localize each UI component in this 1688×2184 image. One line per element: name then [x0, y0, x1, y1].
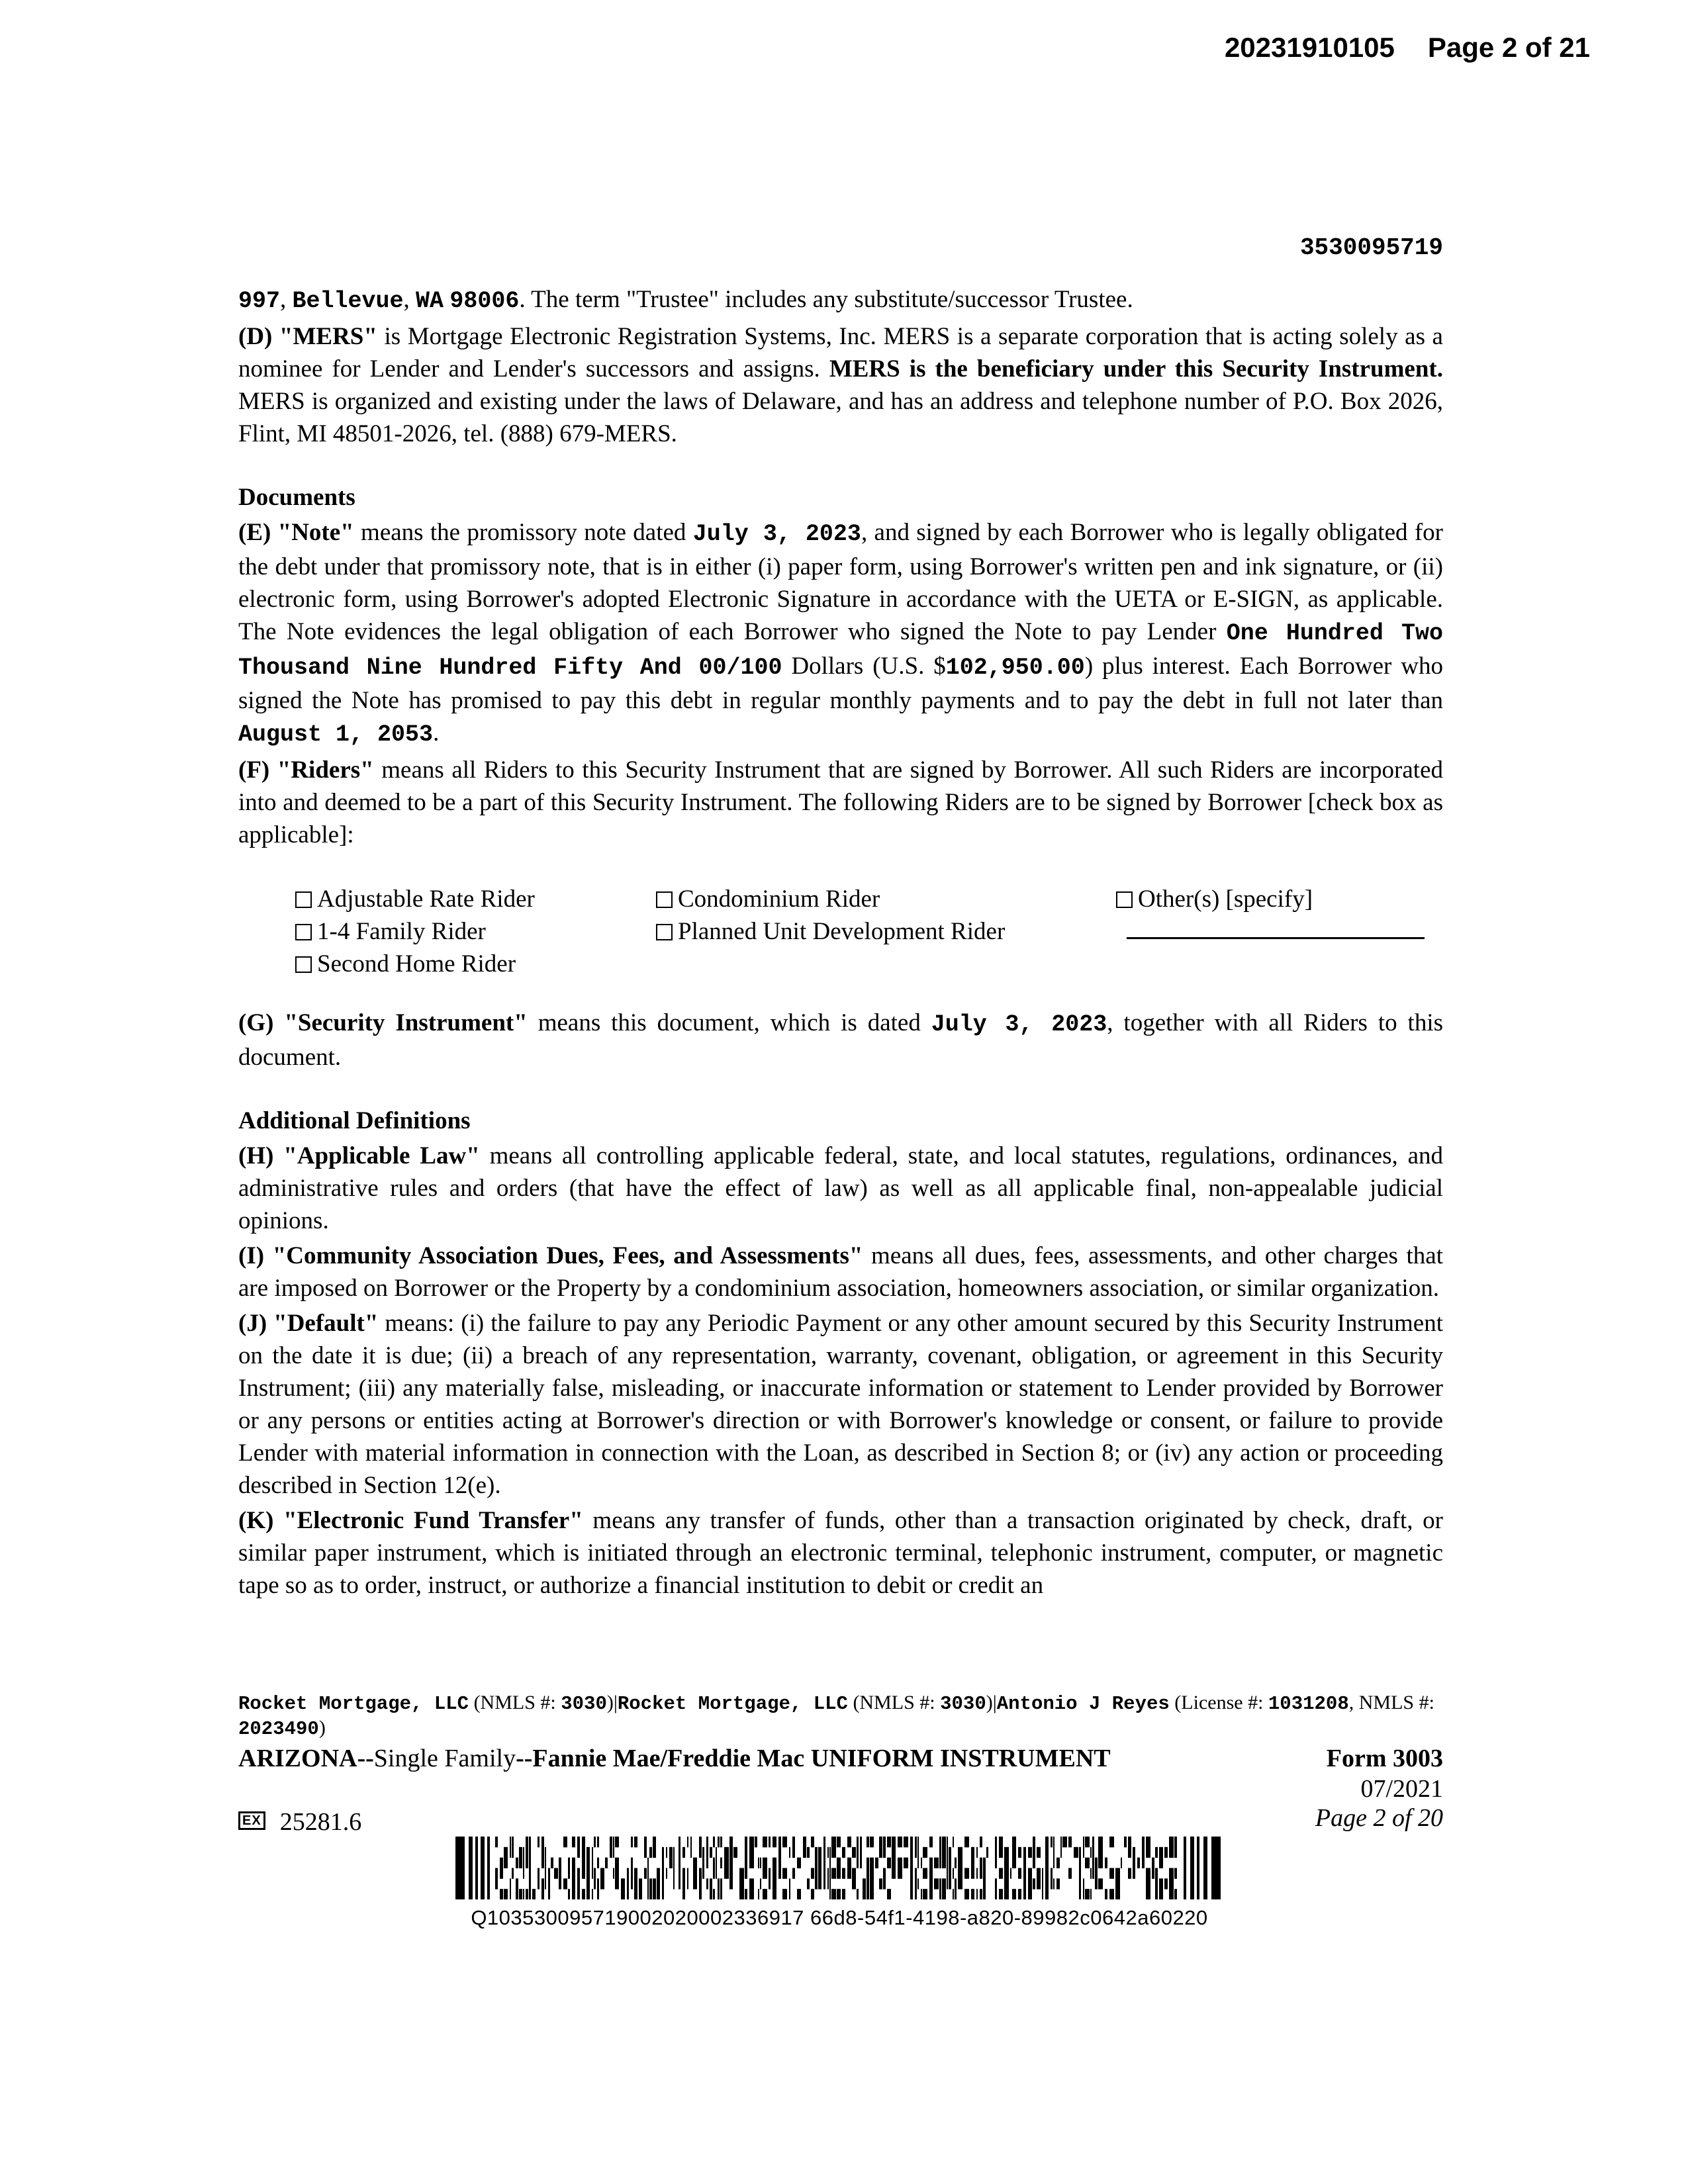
rider-label: 1-4 Family Rider: [317, 918, 486, 945]
family-type: Single Family: [373, 1745, 516, 1772]
rider-1-4-family[interactable]: [295, 915, 656, 948]
state-name: ARIZONA: [238, 1745, 357, 1772]
community-association-label: (I) "Community Association Dues, Fees, and Assessments": [238, 1242, 863, 1269]
rider-label: Planned Unit Development Rider: [678, 918, 1006, 945]
trustee-text: . The term "Trustee" includes any substitute/successor Trustee.: [519, 286, 1133, 313]
note-text-2: , and signed by each Borrower who is legally obligated for the debt under that promissory note, that is in either (i) paper form, using Borrower's written pen and ink signature, or (ii) electronic form, using Borrower's adopted Electronic Signature in accordance with the UETA or E-SIGN, as applicable. The Note evidences the legal obligation of each Borrower who signed the Note to pay Lender: [238, 519, 1443, 645]
separator: )|: [606, 1692, 618, 1713]
lender-name: Rocket Mortgage, LLC: [238, 1693, 469, 1715]
rider-other-specify-line[interactable]: [1116, 915, 1500, 948]
lender-nmls: 3030: [561, 1693, 607, 1715]
note-text-3: Dollars (U.S. $: [782, 653, 946, 680]
applicable-law-label: (H) "Applicable Law": [238, 1142, 480, 1169]
note-label: (E) "Note": [238, 519, 354, 546]
documents-heading: Documents: [238, 484, 355, 511]
default-definition: [238, 1307, 1443, 1502]
note-definition: [238, 516, 1443, 751]
community-association-definition: [238, 1240, 1443, 1304]
rider-pud[interactable]: [656, 915, 1116, 948]
rider-label: Adjustable Rate Rider: [317, 886, 535, 913]
applicable-law-definition: [238, 1140, 1443, 1237]
trustee-city: Bellevue: [292, 288, 404, 314]
note-text-5: .: [433, 719, 440, 747]
rider-checkbox[interactable]: [295, 891, 312, 908]
mers-definition: [238, 320, 1443, 450]
other-specify-blank[interactable]: [1127, 923, 1425, 939]
form-info-row: [238, 1773, 1443, 1837]
rider-checkbox[interactable]: [295, 956, 312, 973]
instrument-name: --Fannie Mae/Freddie Mac UNIFORM INSTRUMENT: [516, 1745, 1111, 1772]
originator-license: 1031208: [1268, 1693, 1349, 1715]
default-label: (J) "Default": [238, 1310, 379, 1337]
recording-page-ref: Page 2 of 21: [1427, 32, 1590, 63]
riders-definition: [238, 754, 1443, 851]
form-number: Form 3003: [1326, 1745, 1443, 1772]
loan-number: 3530095719: [1299, 234, 1443, 261]
originator-nmls: 2023490: [238, 1718, 319, 1740]
recording-header: [1225, 32, 1590, 64]
eft-text: means any transfer of funds, other than a transaction originated by check, draft, or similar paper instrument, which is initiated through an electronic terminal, telephonic instrument, computer, or magnetic tape so as to order, instruct, or authorize a financial institution to debit or credit an: [238, 1507, 1444, 1599]
rider-label: Second Home Rider: [317, 950, 516, 978]
nmls-label: , NMLS #:: [1348, 1692, 1434, 1713]
security-instrument-definition: [238, 1007, 1443, 1073]
note-date: July 3, 2023: [692, 521, 861, 547]
rider-adjustable-rate[interactable]: [295, 883, 656, 915]
riders-checklist: [295, 883, 1443, 980]
riders-text: means all Riders to this Security Instrument that are signed by Borrower. All such Riders are incorporated into and deemed to be a part of this Security Instrument. The following Riders are to be signed by Borrower [check box as applicable]:: [238, 756, 1443, 848]
rider-other[interactable]: [1116, 883, 1500, 915]
form-version-block: [1315, 1773, 1443, 1837]
mers-address-text: MERS is organized and existing under the laws of Delaware, and has an address and telephone number of P.O. Box 2026, Flint, MI 48501-2026, tel. (888) 679-MERS.: [238, 388, 1443, 447]
note-text-1: means the promissory note dated: [353, 519, 693, 546]
security-instrument-text-2: , together with all Riders to this document.: [238, 1009, 1444, 1071]
default-text: means: (i) the failure to pay any Periodic Payment or any other amount secured by this Security Instrument on the date it is due; (ii) a breach of any representation, warranty, covenant, obligation, or agreement in this Security Instrument; (iii) any materially false, misleading, or inaccurate information or statement to Lender provided by Borrower or any persons or entities acting at Borrower's direction or with Borrower's knowledge or consent, or failure to provide Lender with material information in connection with the Loan, as described in Section 8; or (iv) any action or proceeding described in Section 12(e).: [238, 1310, 1444, 1499]
mers-text: is Mortgage Electronic Registration Systems, Inc. MERS is a separate corporation that is acting solely as a nominee for Lender and Lender's successors and assigns.: [238, 323, 1443, 383]
separator: )|: [986, 1692, 997, 1713]
nmls-label: (NMLS #:: [847, 1692, 941, 1713]
rider-label: Other(s) [specify]: [1138, 886, 1313, 913]
rider-second-home[interactable]: [295, 948, 656, 980]
mers-label: (D) "MERS": [238, 323, 377, 350]
rider-condominium[interactable]: [656, 883, 1116, 915]
barcode-text: Q103530095719002020002336917 66d8-54f1-4198-a820-89982c0642a60220: [471, 1906, 1208, 1929]
security-instrument-text-1: means this document, which is dated: [527, 1009, 931, 1036]
close-paren: ): [318, 1717, 326, 1739]
page-footer: [238, 1691, 1443, 1837]
rider-checkbox[interactable]: [1116, 891, 1133, 908]
trustee-paragraph: 997, Bellevue, WA 98006. The term "Trustee" includes any substitute/successor Trustee.: [238, 286, 1133, 314]
form-number-block: [1327, 1744, 1443, 1773]
recording-number: 20231910105: [1224, 32, 1395, 63]
page-number: Page 2 of 20: [1315, 1804, 1443, 1832]
instrument-title: [238, 1744, 1111, 1773]
nmls-label: (NMLS #:: [469, 1692, 561, 1713]
note-amount-words: One Hundred Two Thousand Nine Hundred Fifty And 00/100: [238, 620, 1443, 681]
eft-label: (K) "Electronic Fund Transfer": [238, 1507, 583, 1534]
form-date: 07/2021: [1360, 1775, 1443, 1803]
rider-checkbox[interactable]: [656, 924, 673, 940]
trustee-state: WA: [416, 288, 444, 314]
lender-nmls-2: 3030: [940, 1693, 986, 1715]
rider-label: Condominium Rider: [678, 886, 880, 913]
applicable-law-text: means all controlling applicable federal, state, and local statutes, regulations, ordinances, and administrative rules and orders (that have the effect of law) as well as all applicable final, non-appealable judicial opinions.: [238, 1142, 1443, 1234]
additional-definitions-heading: Additional Definitions: [238, 1107, 471, 1134]
eft-definition: [238, 1504, 1443, 1602]
instrument-title-row: [238, 1744, 1443, 1773]
trustee-zip: 98006: [449, 288, 520, 314]
dash: --: [357, 1745, 374, 1772]
riders-label: (F) "Riders": [238, 756, 374, 784]
lender-attribution: [238, 1691, 1443, 1741]
form-code-block: [238, 1773, 361, 1837]
community-association-text: means all dues, fees, assessments, and other charges that are imposed on Borrower or the Property by a condominium association, homeowners association, or similar organization.: [238, 1242, 1443, 1302]
security-instrument-date: July 3, 2023: [931, 1011, 1107, 1038]
trustee-address-number: 997: [238, 288, 281, 314]
note-amount: 102,950.00: [945, 655, 1085, 681]
security-instrument-label: (G) "Security Instrument": [238, 1009, 528, 1036]
form-code: 25281.6: [279, 1808, 362, 1836]
ex-logo-icon: EX: [238, 1811, 265, 1830]
rider-checkbox[interactable]: [295, 924, 312, 940]
barcode: [455, 1837, 1223, 1899]
lender-name-2: Rocket Mortgage, LLC: [617, 1693, 848, 1715]
loan-originator-name: Antonio J Reyes: [996, 1693, 1170, 1715]
mers-beneficiary-statement: MERS is the beneficiary under this Security Instrument.: [829, 355, 1443, 383]
license-label: (License #:: [1169, 1692, 1268, 1713]
rider-checkbox[interactable]: [656, 891, 673, 908]
document-body: [238, 283, 1443, 1604]
note-text-4: ) plus interest. Each Borrower who signed the Note has promised to pay this debt in regular monthly payments and to pay the debt in full not later than: [238, 653, 1443, 714]
note-maturity-date: August 1, 2053: [238, 721, 434, 748]
